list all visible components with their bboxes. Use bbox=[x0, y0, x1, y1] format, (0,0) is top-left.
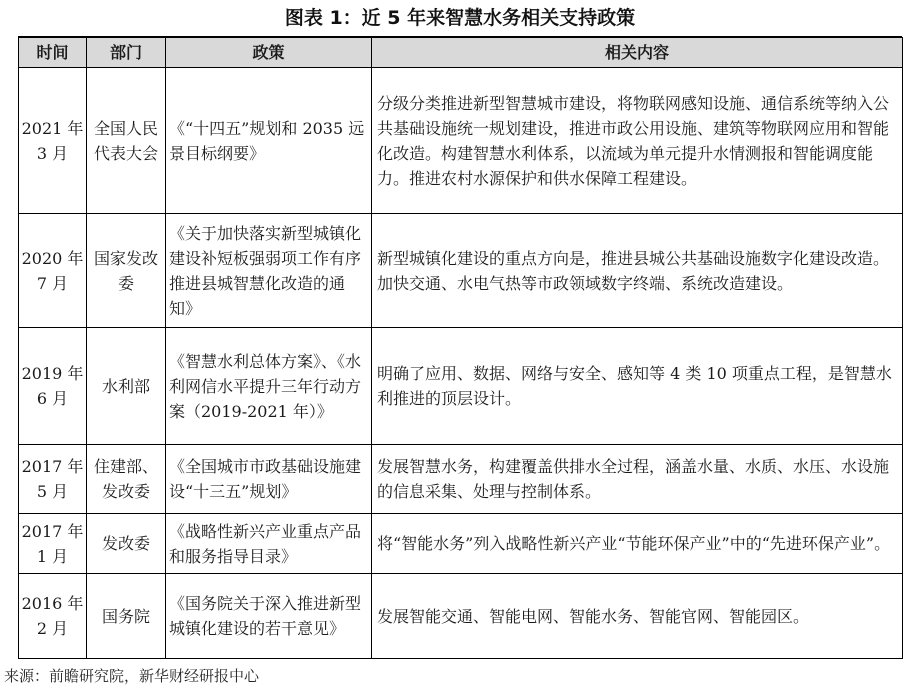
header-time: 时间 bbox=[19, 38, 87, 68]
cell-content: 分级分类推进新型智慧城市建设，将物联网感知设施、通信系统等纳入公共基础设施统一规划建设，推进市政公用设施、建筑等物联网应用和智能化改造。构建智慧水利体系，以流域为单元提升水情测报和智能调度能力。推进农村水源保护和供水保障工程建设。 bbox=[372, 68, 903, 214]
source-note: 来源：前瞻研究院，新华财经研报中心 bbox=[4, 667, 260, 685]
figure-title: 图表 1：近 5 年来智慧水务相关支持政策 bbox=[284, 7, 636, 29]
cell-department: 国家发改委 bbox=[87, 214, 166, 328]
cell-department: 国务院 bbox=[87, 574, 166, 659]
cell-time: 2021 年 3 月 bbox=[19, 68, 87, 214]
cell-content: 明确了应用、数据、网络与安全、感知等 4 类 10 项重点工程，是智慧水利推进的顶层设计。 bbox=[372, 328, 903, 445]
header-content: 相关内容 bbox=[372, 38, 903, 68]
cell-time: 2019 年 6 月 bbox=[19, 328, 87, 445]
cell-department: 全国人民代表大会 bbox=[87, 68, 166, 214]
cell-time: 2016 年 2 月 bbox=[19, 574, 87, 659]
table-header-row bbox=[19, 38, 903, 68]
cell-content: 将“智能水务”列入战略性新兴产业“节能环保产业”中的“先进环保产业”。 bbox=[372, 514, 903, 574]
table-row bbox=[19, 574, 903, 659]
table-row bbox=[19, 68, 903, 214]
cell-time: 2020 年 7 月 bbox=[19, 214, 87, 328]
table-row bbox=[19, 514, 903, 574]
cell-department: 发改委 bbox=[87, 514, 166, 574]
cell-policy: 《全国城市市政基础设施建设“十三五”规划》 bbox=[166, 445, 372, 514]
table-row bbox=[19, 445, 903, 514]
header-department: 部门 bbox=[87, 38, 166, 68]
policy-table bbox=[18, 37, 903, 659]
cell-policy: 《关于加快落实新型城镇化建设补短板强弱项工作有序推进县城智慧化改造的通知》 bbox=[166, 214, 372, 328]
table-row bbox=[19, 214, 903, 328]
cell-content: 发展智能交通、智能电网、智能水务、智能官网、智能园区。 bbox=[372, 574, 903, 659]
cell-department: 住建部、发改委 bbox=[87, 445, 166, 514]
cell-policy: 《“十四五”规划和 2035 远景目标纲要》 bbox=[166, 68, 372, 214]
cell-policy: 《国务院关于深入推进新型城镇化建设的若干意见》 bbox=[166, 574, 372, 659]
cell-content: 发展智慧水务，构建覆盖供排水全过程，涵盖水量、水质、水压、水设施的信息采集、处理与控制体系。 bbox=[372, 445, 903, 514]
cell-policy: 《智慧水利总体方案》、《水利网信水平提升三年行动方案（2019-2021 年）》 bbox=[166, 328, 372, 445]
table-row bbox=[19, 328, 903, 445]
cell-time: 2017 年 1 月 bbox=[19, 514, 87, 574]
cell-department: 水利部 bbox=[87, 328, 166, 445]
cell-policy: 《战略性新兴产业重点产品和服务指导目录》 bbox=[166, 514, 372, 574]
header-policy: 政策 bbox=[166, 38, 372, 68]
cell-time: 2017 年 5 月 bbox=[19, 445, 87, 514]
cell-content: 新型城镇化建设的重点方向是，推进县城公共基础设施数字化建设改造。加快交通、水电气热等市政领域数字终端、系统改造建设。 bbox=[372, 214, 903, 328]
